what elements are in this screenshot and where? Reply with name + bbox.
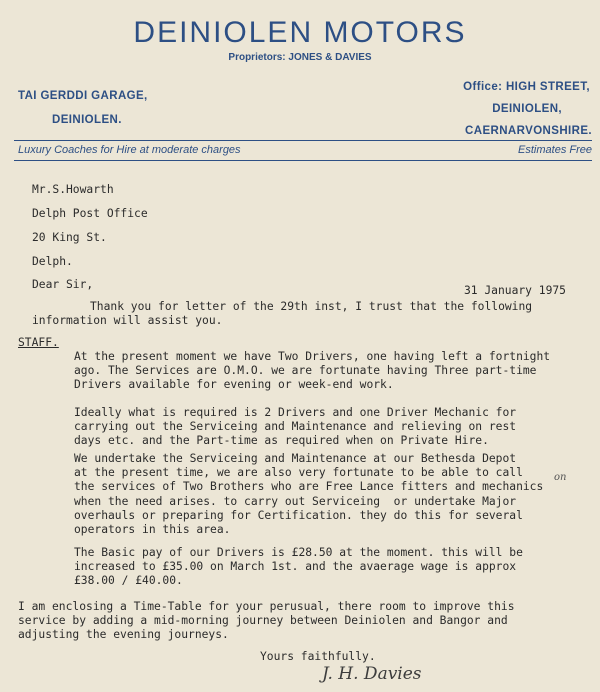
garage-address [18, 84, 218, 132]
intro-paragraph [32, 300, 572, 328]
office-line-3: CAERNARVONSHIRE. [465, 125, 592, 137]
signature: J. H. Davies [322, 664, 422, 684]
recipient-line-2: Delph Post Office [32, 207, 148, 220]
letter-date: 31 January 1975 [463, 284, 566, 297]
office-line-1: Office: HIGH STREET, [463, 81, 590, 93]
recipient-address [32, 178, 148, 274]
paragraph-drivers: At the present moment we have Two Drivers, one having left a fortnight ago. The Services are O.M.O. we are fortunate having Three part-time Drivers available for evening or week-end work. [74, 350, 551, 392]
salutation: Dear Sir, [32, 278, 94, 291]
office-address [412, 76, 592, 142]
tagline: Luxury Coaches for Hire at moderate charges [18, 144, 241, 156]
paragraph-timetable: I am enclosing a Time-Table for your perusual, there room to improve this service by adding a mid-morning journey between Deiniolen and Bangor and adjusting the evening journeys. [18, 600, 515, 642]
paragraph-servicing: We undertake the Serviceing and Maintenance at our Bethesda Depot at the present time, we are also very fortunate to be able to call the services of Two Brothers who are Free Lance fitters and mechanics when the need arises. to carry out Serviceing or undertake Major overhauls or preparing for Certification. they do this for several operators in this area. [74, 452, 544, 537]
letterhead-rule-top [14, 140, 592, 141]
garage-line-2: DEINIOLEN. [52, 114, 122, 126]
estimates-note: Estimates Free [518, 144, 592, 156]
intro-line-1: Thank you for letter of the 29th inst, I trust that the following [90, 300, 533, 313]
paragraph-requirements: Ideally what is required is 2 Drivers and one Driver Mechanic for carrying out the Serviceing and Maintenance and relieving on rest days etc. and the Part-time as required when on Private Hire. [74, 406, 517, 448]
staff-heading: STAFF. [18, 336, 59, 349]
office-line-2: DEINIOLEN, [492, 103, 562, 115]
recipient-line-4: Delph. [32, 255, 73, 268]
letterhead-rule-bottom [14, 160, 592, 161]
garage-line-1: TAI GERDDI GARAGE, [18, 90, 148, 102]
paragraph-pay: The Basic pay of our Drivers is £28.50 at the moment. this will be increased to £35.00 on March 1st. and the avaerage wage is approx £38.00 / £40.00. [74, 546, 523, 588]
handwritten-margin-note: on [554, 472, 567, 483]
recipient-line-3: 20 King St. [32, 231, 107, 244]
proprietors-line: Proprietors: JONES & DAVIES [228, 52, 372, 63]
intro-line-2: information will assist you. [32, 314, 223, 327]
company-name: DEINIOLEN MOTORS [133, 16, 467, 49]
recipient-line-1: Mr.S.Howarth [32, 183, 114, 196]
closing: Yours faithfully. [260, 650, 376, 663]
